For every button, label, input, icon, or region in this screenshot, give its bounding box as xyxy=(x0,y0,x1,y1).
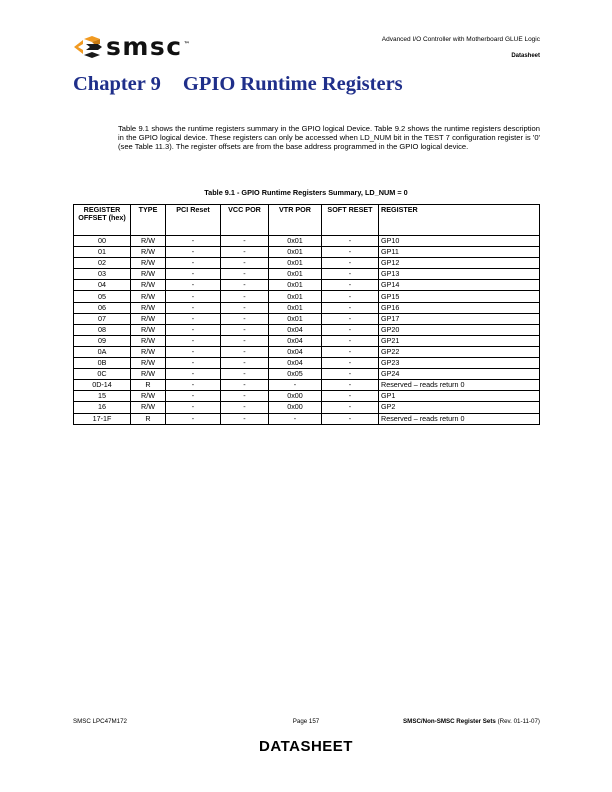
cell-vtr-por: 0x01 xyxy=(269,313,322,324)
cell-vtr-por: - xyxy=(269,380,322,391)
cell-soft-reset: - xyxy=(322,335,379,346)
cell-register: Reserved – reads return 0 xyxy=(379,380,540,391)
cell-pci-reset: - xyxy=(166,236,221,247)
cell-soft-reset: - xyxy=(322,302,379,313)
col-header-type: TYPE xyxy=(131,205,166,236)
cell-type: R/W xyxy=(131,313,166,324)
table-row xyxy=(74,413,540,424)
cell-type: R/W xyxy=(131,369,166,380)
cell-pci-reset: - xyxy=(166,280,221,291)
cell-soft-reset: - xyxy=(322,369,379,380)
cell-type: R/W xyxy=(131,291,166,302)
cell-register: GP2 xyxy=(379,402,540,413)
smsc-logo xyxy=(74,34,191,59)
table-row xyxy=(74,346,540,357)
table-row xyxy=(74,236,540,247)
cell-soft-reset: - xyxy=(322,358,379,369)
cell-register: GP23 xyxy=(379,358,540,369)
chapter-title: GPIO Runtime Registers xyxy=(182,73,403,95)
cell-vcc-por: - xyxy=(221,324,269,335)
cell-type: R/W xyxy=(131,358,166,369)
cell-type: R/W xyxy=(131,346,166,357)
table-row xyxy=(74,335,540,346)
cell-soft-reset: - xyxy=(322,236,379,247)
table-row xyxy=(74,247,540,258)
col-header-register: REGISTER xyxy=(379,205,540,236)
cell-register: GP20 xyxy=(379,324,540,335)
cell-vtr-por: 0x00 xyxy=(269,402,322,413)
cell-pci-reset: - xyxy=(166,402,221,413)
cell-pci-reset: - xyxy=(166,413,221,424)
cell-register: GP24 xyxy=(379,369,540,380)
cell-vtr-por: 0x04 xyxy=(269,324,322,335)
cell-soft-reset: - xyxy=(322,291,379,302)
cell-vcc-por: - xyxy=(221,247,269,258)
cell-offset: 06 xyxy=(74,302,131,313)
cell-soft-reset: - xyxy=(322,346,379,357)
table-body xyxy=(74,236,540,425)
cell-vcc-por: - xyxy=(221,302,269,313)
table-row xyxy=(74,391,540,402)
cell-vcc-por: - xyxy=(221,236,269,247)
cell-vcc-por: - xyxy=(221,335,269,346)
table-row xyxy=(74,369,540,380)
cell-type: R/W xyxy=(131,302,166,313)
gpio-registers-table xyxy=(73,204,540,425)
logo-wordmark: smsc™ xyxy=(106,32,192,61)
cell-vtr-por: 0x01 xyxy=(269,280,322,291)
cell-pci-reset: - xyxy=(166,358,221,369)
cell-vtr-por: 0x01 xyxy=(269,302,322,313)
cell-vcc-por: - xyxy=(221,413,269,424)
cell-soft-reset: - xyxy=(322,391,379,402)
chapter-number: Chapter 9 xyxy=(73,73,161,95)
table-row xyxy=(74,258,540,269)
cell-soft-reset: - xyxy=(322,247,379,258)
footer-section-title: SMSC/Non-SMSC Register Sets xyxy=(403,718,496,725)
cell-vtr-por: 0x01 xyxy=(269,247,322,258)
table-row xyxy=(74,280,540,291)
cell-pci-reset: - xyxy=(166,291,221,302)
cell-offset: 07 xyxy=(74,313,131,324)
cell-vcc-por: - xyxy=(221,391,269,402)
cell-register: GP22 xyxy=(379,346,540,357)
table-row xyxy=(74,402,540,413)
cell-vtr-por: 0x05 xyxy=(269,369,322,380)
cell-pci-reset: - xyxy=(166,335,221,346)
cell-type: R/W xyxy=(131,236,166,247)
cell-pci-reset: - xyxy=(166,391,221,402)
footer-section xyxy=(403,718,540,725)
cell-pci-reset: - xyxy=(166,313,221,324)
cell-pci-reset: - xyxy=(166,369,221,380)
cell-vtr-por: 0x01 xyxy=(269,258,322,269)
cell-register: GP15 xyxy=(379,291,540,302)
cell-offset: 0C xyxy=(74,369,131,380)
cell-register: GP13 xyxy=(379,269,540,280)
cell-pci-reset: - xyxy=(166,324,221,335)
cell-vcc-por: - xyxy=(221,380,269,391)
cell-pci-reset: - xyxy=(166,269,221,280)
cell-pci-reset: - xyxy=(166,302,221,313)
cell-register: GP16 xyxy=(379,302,540,313)
cell-offset: 08 xyxy=(74,324,131,335)
smsc-logo-mark-icon xyxy=(74,36,102,58)
cell-register: GP10 xyxy=(379,236,540,247)
cell-vcc-por: - xyxy=(221,402,269,413)
cell-vcc-por: - xyxy=(221,291,269,302)
cell-offset: 17-1F xyxy=(74,413,131,424)
footer-page-number: Page 157 xyxy=(292,718,320,725)
cell-register: GP21 xyxy=(379,335,540,346)
cell-vcc-por: - xyxy=(221,358,269,369)
cell-vtr-por: 0x00 xyxy=(269,391,322,402)
cell-register: Reserved – reads return 0 xyxy=(379,413,540,424)
cell-register: GP11 xyxy=(379,247,540,258)
cell-register: GP12 xyxy=(379,258,540,269)
cell-type: R/W xyxy=(131,335,166,346)
table-row xyxy=(74,324,540,335)
intro-paragraph: Table 9.1 shows the runtime registers summary in the GPIO logical Device. Table 9.2 shows the runtime registers description in the GPIO logical device. These registers can only be accessed when LD_NUM bit in the TEST 7 configuration register is '0' (see Table 11.3). The register offsets are from the base address programmed in the GPIO logical device. xyxy=(118,124,540,152)
cell-type: R/W xyxy=(131,324,166,335)
cell-vtr-por: 0x01 xyxy=(269,236,322,247)
cell-soft-reset: - xyxy=(322,280,379,291)
cell-offset: 01 xyxy=(74,247,131,258)
cell-type: R xyxy=(131,380,166,391)
table-row xyxy=(74,380,540,391)
cell-type: R/W xyxy=(131,391,166,402)
cell-offset: 00 xyxy=(74,236,131,247)
cell-vtr-por: 0x04 xyxy=(269,358,322,369)
table-row xyxy=(74,291,540,302)
table-row xyxy=(74,302,540,313)
cell-vcc-por: - xyxy=(221,258,269,269)
table-header-row xyxy=(74,205,540,236)
cell-offset: 03 xyxy=(74,269,131,280)
cell-soft-reset: - xyxy=(322,402,379,413)
document-title: Advanced I/O Controller with Motherboard GLUE Logic xyxy=(381,36,540,43)
cell-vcc-por: - xyxy=(221,280,269,291)
cell-type: R/W xyxy=(131,280,166,291)
cell-vtr-por: 0x01 xyxy=(269,291,322,302)
col-header-pci-reset: PCI Reset xyxy=(166,205,221,236)
cell-offset: 09 xyxy=(74,335,131,346)
cell-register: GP17 xyxy=(379,313,540,324)
cell-offset: 16 xyxy=(74,402,131,413)
chapter-heading xyxy=(73,73,403,96)
cell-vtr-por: 0x04 xyxy=(269,335,322,346)
cell-pci-reset: - xyxy=(166,247,221,258)
table-caption: Table 9.1 - GPIO Runtime Registers Summary, LD_NUM = 0 xyxy=(204,188,408,197)
col-header-vcc-por: VCC POR xyxy=(221,205,269,236)
cell-soft-reset: - xyxy=(322,313,379,324)
cell-offset: 0A xyxy=(74,346,131,357)
cell-soft-reset: - xyxy=(322,380,379,391)
cell-type: R/W xyxy=(131,247,166,258)
col-header-soft-reset: SOFT RESET xyxy=(322,205,379,236)
cell-type: R/W xyxy=(131,269,166,280)
cell-vcc-por: - xyxy=(221,346,269,357)
cell-offset: 15 xyxy=(74,391,131,402)
cell-pci-reset: - xyxy=(166,380,221,391)
cell-soft-reset: - xyxy=(322,413,379,424)
cell-vcc-por: - xyxy=(221,313,269,324)
cell-type: R xyxy=(131,413,166,424)
cell-register: GP1 xyxy=(379,391,540,402)
footer-part-number: SMSC LPC47M172 xyxy=(73,718,127,725)
cell-pci-reset: - xyxy=(166,258,221,269)
cell-type: R/W xyxy=(131,402,166,413)
cell-vtr-por: 0x04 xyxy=(269,346,322,357)
cell-offset: 0D-14 xyxy=(74,380,131,391)
col-header-vtr-por: VTR POR xyxy=(269,205,322,236)
cell-vcc-por: - xyxy=(221,369,269,380)
cell-pci-reset: - xyxy=(166,346,221,357)
cell-soft-reset: - xyxy=(322,324,379,335)
cell-offset: 04 xyxy=(74,280,131,291)
cell-vtr-por: - xyxy=(269,413,322,424)
cell-vtr-por: 0x01 xyxy=(269,269,322,280)
col-header-offset: REGISTER OFFSET (hex) xyxy=(74,205,131,236)
cell-soft-reset: - xyxy=(322,269,379,280)
cell-register: GP14 xyxy=(379,280,540,291)
document-type: Datasheet xyxy=(511,53,540,59)
cell-vcc-por: - xyxy=(221,269,269,280)
cell-soft-reset: - xyxy=(322,258,379,269)
cell-offset: 02 xyxy=(74,258,131,269)
table-row xyxy=(74,313,540,324)
cell-offset: 05 xyxy=(74,291,131,302)
cell-offset: 0B xyxy=(74,358,131,369)
cell-type: R/W xyxy=(131,258,166,269)
footer-revision: (Rev. 01-11-07) xyxy=(495,718,540,725)
table-row xyxy=(74,269,540,280)
datasheet-banner: DATASHEET xyxy=(259,738,353,755)
table-row xyxy=(74,358,540,369)
